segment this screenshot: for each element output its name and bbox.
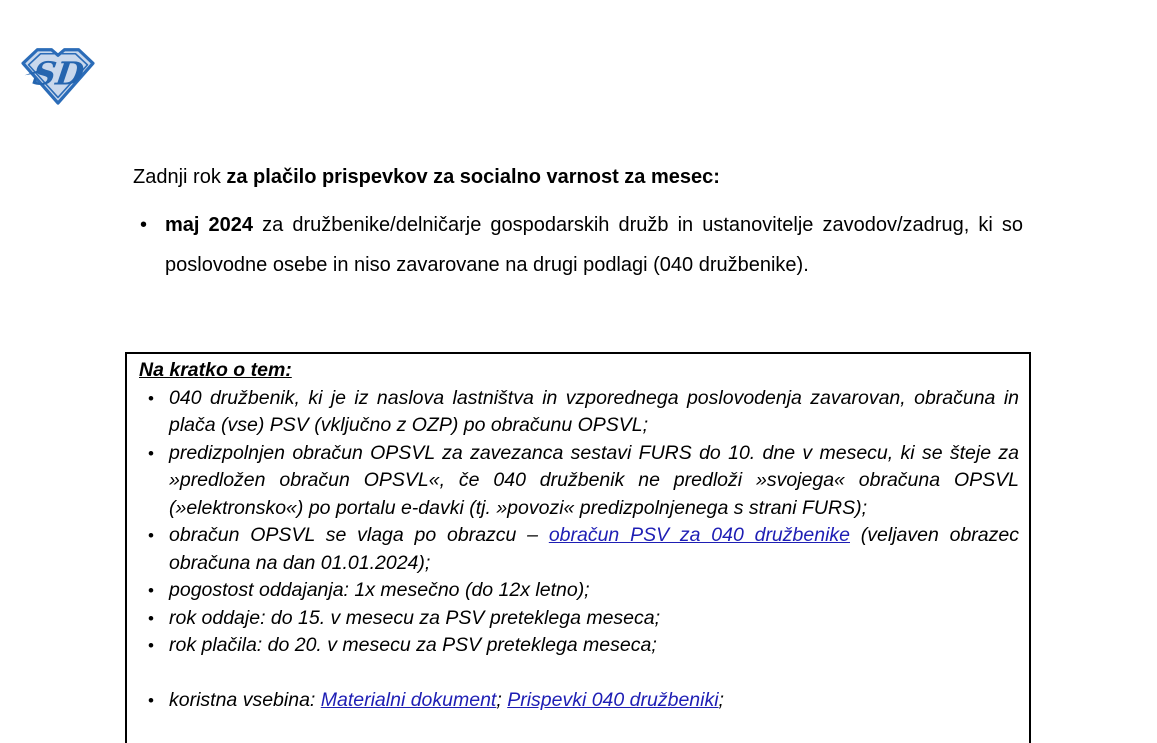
page-title xyxy=(133,165,1025,189)
bullet-marker: • xyxy=(148,581,154,600)
list-item-text: rok plačila: do 20. v mesecu za PSV preteklega meseca; xyxy=(169,634,657,656)
list-item-text: rok oddaje: do 15. v mesecu za PSV preteklega meseca; xyxy=(169,606,661,629)
list-item xyxy=(139,605,1019,633)
list-item xyxy=(139,687,1019,715)
list-item-text-pre: koristna vsebina: xyxy=(169,689,321,711)
bullet-marker: • xyxy=(148,388,154,408)
bullet-marker: • xyxy=(148,526,154,545)
summary-list xyxy=(139,385,1019,715)
bullet-marker: • xyxy=(140,214,148,236)
list-item-text: pogostost oddajanja: 1x mesečno (do 12x letno); xyxy=(169,579,590,601)
list-item-text-post: ; xyxy=(718,689,724,711)
sd-shield-icon xyxy=(18,45,98,107)
list-item xyxy=(139,440,1019,523)
list-spacer xyxy=(139,660,1019,688)
list-item-text xyxy=(169,524,1019,574)
link-materialni-dokument[interactable]: Materialni dokument xyxy=(320,689,497,711)
bullet-marker: • xyxy=(148,443,154,463)
list-item xyxy=(139,577,1019,605)
sd-logo xyxy=(18,45,98,107)
bullet-marker: • xyxy=(148,608,154,628)
list-item xyxy=(139,385,1019,440)
link-prispevki-040-druzbeniki[interactable]: Prispevki 040 družbeniki xyxy=(507,689,719,711)
page-title-prefix: Zadnji rok xyxy=(133,166,227,188)
sd-logo-letters: SD xyxy=(30,54,87,93)
summary-box-title: Na kratko o tem: xyxy=(139,359,292,381)
link-obracun-psv-040[interactable]: obračun PSV za 040 družbenike xyxy=(548,524,850,546)
intro-bullet-rest: za družbenike/delničarje gospodarskih družb in ustanovitelje zavodov/zadrug, ki so poslovodne osebe in niso zavarovane na drugi podlagi (040 družbenike). xyxy=(165,214,1024,276)
list-item-text-pre: obračun OPSVL se vlaga po obrazcu – xyxy=(169,524,549,546)
list-item xyxy=(139,522,1019,577)
list-item-text-post: (veljaven obrazec obračuna na dan 01.01.2024); xyxy=(169,524,1019,574)
page-title-bold: za plačilo prispevkov za socialno varnost za mesec: xyxy=(226,166,720,188)
bullet-marker: • xyxy=(148,636,154,655)
intro-bullet xyxy=(133,205,1023,285)
list-item-text: predizpolnjen obračun OPSVL za zavezanca sestavi FURS do 10. dne v mesecu, ki se šteje za »predložen obračun OPSVL«, če 040 družbenik ne predloži »svojega« obračuna OPSVL (»elektronsko«) po portalu e-davki (tj. »povozi« predizpolnjenega s strani FURS); xyxy=(169,441,1019,519)
list-item-text xyxy=(169,689,724,711)
intro-bullet-text xyxy=(133,205,1023,285)
list-item xyxy=(139,632,1019,660)
list-item-separator: ; xyxy=(496,689,508,711)
list-item-text: 040 družbenik, ki je iz naslova lastništva in vzporednega poslovodenja zavarovan, obračuna in plača (vse) PSV (vključno z OZP) po obračunu OPSVL; xyxy=(169,386,1019,436)
bullet-marker: • xyxy=(148,691,154,710)
summary-box xyxy=(125,352,1031,743)
intro-bullet-bold: maj 2024 xyxy=(165,214,254,236)
